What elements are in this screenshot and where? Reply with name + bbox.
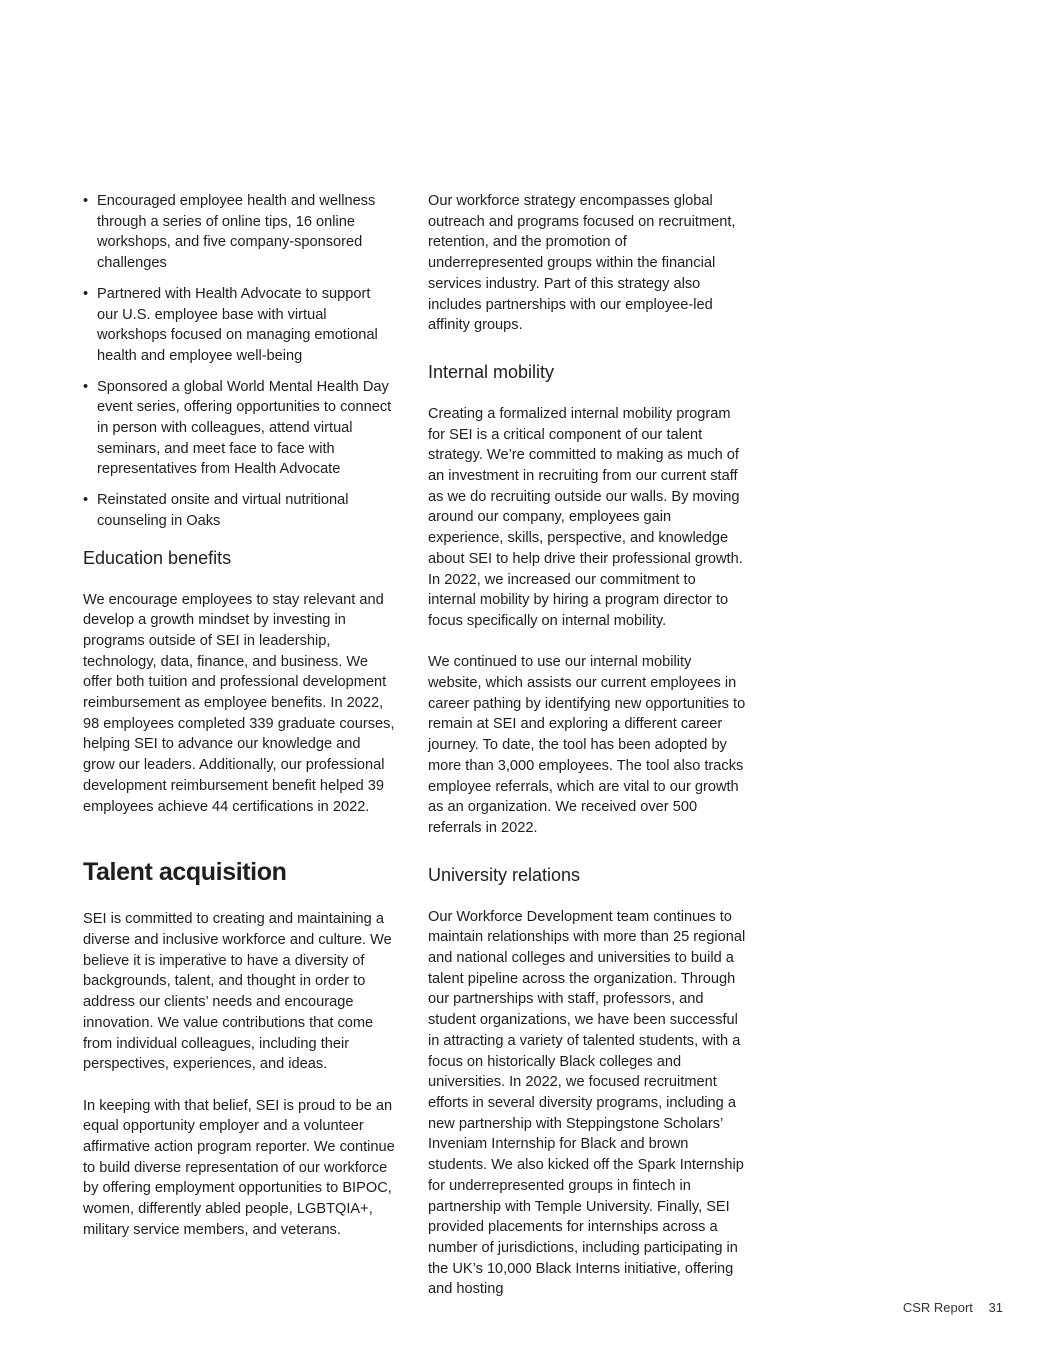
list-item: • Reinstated onsite and virtual nutritional counseling in Oaks: [83, 490, 395, 531]
workforce-strategy-paragraph: Our workforce strategy encompasses global outreach and programs focused on recruitment, retention, and the promotion of underrepresented groups within the financial services industry. Part of this strategy also includes partnerships with our employee-led affinity groups.: [428, 193, 736, 334]
list-item: • Encouraged employee health and wellness through a series of online tips, 16 online workshops, and five company-sponsored challenges: [83, 191, 395, 274]
education-benefits-heading: Education benefits: [83, 547, 232, 568]
left-column: [83, 191, 395, 1261]
internal-mobility-paragraph-1: Creating a formalized internal mobility program for SEI is a critical component of our talent strategy. We’re committed to making as much of an investment in recruiting from our current staff as we do recruiting outside our walls. By moving around our company, employees gain experience, skills, perspective, and knowledge about SEI to help drive their professional growth. In 2022, we increased our commitment to internal mobility by hiring a program director to focus specifically on internal mobility.: [428, 405, 743, 629]
list-item: • Sponsored a global World Mental Health Day event series, offering opportunities to connect in person with colleagues, attend virtual seminars, and meet face to face with representatives from Health Advocate: [83, 377, 395, 481]
list-item: • Partnered with Health Advocate to support our U.S. employee base with virtual workshops focused on managing emotional health and employee well-being: [83, 284, 395, 367]
page-number: 31: [988, 1300, 1003, 1315]
internal-mobility-heading: Internal mobility: [428, 361, 555, 382]
talent-acquisition-paragraph-2: In keeping with that belief, SEI is proud to be an equal opportunity employer and a volunteer affirmative action program reporter. We continue to build diverse representation of our workforce by offering employment opportunities to BIPOC, women, differently abled people, LGBTQIA+, military service members, and veterans.: [83, 1097, 395, 1238]
page-footer: [891, 1300, 1003, 1315]
internal-mobility-paragraph-2: We continued to use our internal mobility website, which assists our current employees in career pathing by identifying new opportunities to remain at SEI and exploring a different career journey. To date, the tool has been adopted by more than 3,000 employees. The tool also tracks employee referrals, which are vital to our growth as an organization. We received over 500 referrals in 2022.: [428, 654, 746, 836]
report-label: CSR Report: [902, 1300, 973, 1315]
wellness-bullet-list: [83, 191, 395, 532]
talent-acquisition-paragraph-1: SEI is committed to creating and maintaining a diverse and inclusive workforce and culture. We believe it is imperative to have a diversity of backgrounds, talent, and thought in order to address our clients’ needs and encourage innovation. We value contributions that come from individual colleagues, including their perspectives, experiences, and ideas.: [83, 911, 392, 1073]
talent-acquisition-heading: Talent acquisition: [83, 858, 287, 887]
education-benefits-paragraph: We encourage employees to stay relevant and develop a growth mindset by investing in programs outside of SEI in leadership, technology, data, finance, and business. We offer both tuition and professional development reimbursement as employee benefits. In 2022, 98 employees completed 339 graduate courses, helping SEI to advance our knowledge and grow our leaders. Additionally, our professional development reimbursement benefit helped 39 employees achieve 44 certifications in 2022.: [83, 591, 395, 815]
university-relations-paragraph: Our Workforce Development team continues to maintain relationships with more than 25 regional and national colleges and universities to build a talent pipeline across the organization. Through our partnerships with staff, professors, and student organizations, we have been successful in attracting a variety of talented students, with a focus on historically Black colleges and universities. In 2022, we focused recruitment efforts in several diversity programs, including a new partnership with Steppingstone Scholars’ Inveniam Internship for Black and brown students. We also kicked off the Spark Internship for underrepresented groups in fintech in partnership with Temple University. Finally, SEI provided placements for internships across a number of jurisdictions, including participating in the UK’s 10,000 Black Interns initiative, offering and hosting: [428, 908, 746, 1298]
university-relations-heading: University relations: [428, 864, 581, 885]
right-column: [428, 191, 746, 1321]
